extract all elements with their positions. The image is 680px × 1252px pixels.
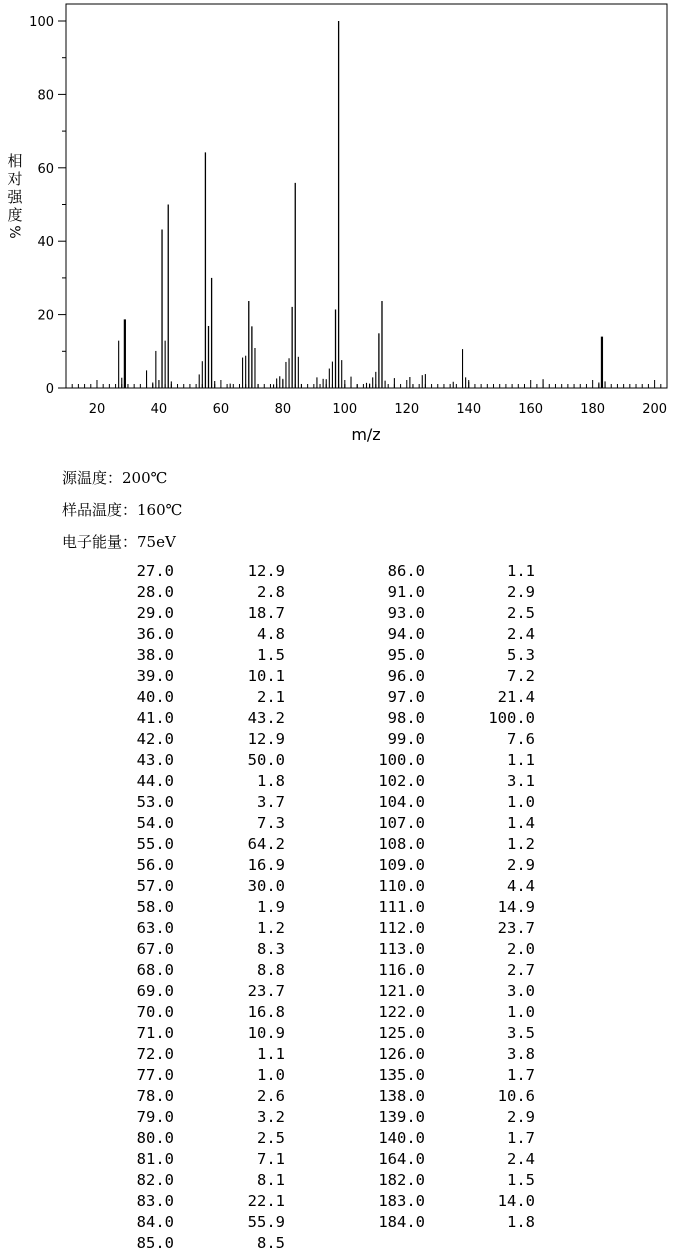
y-axis-label-unit: % (6, 225, 22, 239)
intensity-cell: 10.6 (497, 1087, 535, 1105)
mz-cell: 43.0 (136, 751, 174, 769)
intensity-cell: 3.5 (507, 1024, 535, 1042)
mz-cell: 138.0 (378, 1087, 425, 1105)
intensity-cell: 1.5 (507, 1171, 535, 1189)
mz-cell: 107.0 (378, 814, 425, 832)
electron-energy-label: 电子能量： (62, 533, 138, 551)
mz-cell: 125.0 (378, 1024, 425, 1042)
intensity-cell: 1.2 (507, 835, 535, 853)
intensity-cell: 1.8 (257, 772, 285, 790)
mz-cell: 122.0 (378, 1003, 425, 1021)
sample-temperature-value: 160℃ (137, 501, 183, 519)
intensity-cell: 1.7 (507, 1066, 535, 1084)
intensity-cell: 2.0 (507, 940, 535, 958)
mz-cell: 72.0 (136, 1045, 174, 1063)
mz-cell: 111.0 (378, 898, 425, 916)
intensity-cell: 64.2 (247, 835, 285, 853)
intensity-cell: 2.9 (507, 583, 535, 601)
intensity-cell: 3.1 (507, 772, 535, 790)
mz-cell: 36.0 (136, 625, 174, 643)
intensity-cell: 1.8 (507, 1213, 535, 1231)
intensity-cell: 1.9 (257, 898, 285, 916)
intensity-cell: 1.1 (257, 1045, 285, 1063)
mz-cell: 121.0 (378, 982, 425, 1000)
mz-cell: 84.0 (136, 1213, 174, 1231)
mz-cell: 77.0 (136, 1066, 174, 1084)
mz-cell: 93.0 (387, 604, 425, 622)
y-tick-label: 0 (45, 382, 54, 397)
intensity-cell: 10.1 (247, 667, 285, 685)
intensity-cell: 2.1 (257, 688, 285, 706)
intensity-cell: 2.8 (257, 583, 285, 601)
mz-cell: 44.0 (136, 772, 174, 790)
mz-cell: 126.0 (378, 1045, 425, 1063)
intensity-cell: 43.2 (247, 709, 285, 727)
mz-cell: 68.0 (136, 961, 174, 979)
electron-energy (62, 531, 176, 552)
y-axis-label-char: 强 (7, 188, 23, 206)
mz-cell: 53.0 (136, 793, 174, 811)
x-tick-label: 200 (642, 402, 668, 417)
x-tick-label: 60 (212, 402, 230, 417)
intensity-cell: 1.1 (507, 751, 535, 769)
intensity-cell: 1.1 (507, 562, 535, 580)
mz-cell: 164.0 (378, 1150, 425, 1168)
mz-cell: 102.0 (378, 772, 425, 790)
source-temperature-value: 200℃ (122, 469, 168, 487)
intensity-cell: 2.6 (257, 1087, 285, 1105)
mz-cell: 56.0 (136, 856, 174, 874)
y-tick-label: 80 (37, 88, 54, 104)
mz-cell: 97.0 (387, 688, 425, 706)
source-temperature-label: 源温度： (62, 469, 123, 487)
x-tick-label: 100 (332, 402, 358, 417)
intensity-cell: 50.0 (247, 751, 285, 769)
intensity-cell: 4.4 (507, 877, 535, 895)
intensity-cell: 2.5 (507, 604, 535, 622)
intensity-cell: 23.7 (497, 919, 535, 937)
intensity-cell: 8.1 (257, 1171, 285, 1189)
intensity-cell: 8.8 (257, 961, 285, 979)
intensity-cell: 3.0 (507, 982, 535, 1000)
mz-cell: 98.0 (387, 709, 425, 727)
intensity-cell: 14.9 (497, 898, 535, 916)
mz-cell: 38.0 (136, 646, 174, 664)
intensity-cell: 21.4 (497, 688, 535, 706)
y-axis-label (6, 152, 23, 239)
y-axis-label-char: 对 (7, 170, 23, 188)
mz-cell: 55.0 (136, 835, 174, 853)
mz-cell: 94.0 (387, 625, 425, 643)
source-temperature (62, 467, 167, 488)
x-tick-label: 20 (88, 402, 106, 417)
intensity-cell: 12.9 (247, 730, 285, 748)
mz-cell: 78.0 (136, 1087, 174, 1105)
intensity-cell: 2.9 (507, 856, 535, 874)
mz-cell: 70.0 (136, 1003, 174, 1021)
mz-cell: 39.0 (136, 667, 174, 685)
mz-cell: 80.0 (136, 1129, 174, 1147)
mz-cell: 67.0 (136, 940, 174, 958)
sample-temperature (62, 499, 182, 520)
intensity-cell: 3.8 (507, 1045, 535, 1063)
intensity-cell: 1.4 (507, 814, 535, 832)
mass-spectrum-chart (0, 0, 680, 450)
y-axis-label-char: 相 (7, 152, 23, 170)
mz-cell: 69.0 (136, 982, 174, 1000)
y-tick-label: 100 (29, 15, 54, 30)
mz-cell: 112.0 (378, 919, 425, 937)
intensity-cell: 2.7 (507, 961, 535, 979)
intensity-cell: 12.9 (247, 562, 285, 580)
x-tick-label: 180 (580, 402, 606, 417)
intensity-cell: 3.7 (257, 793, 285, 811)
mz-cell: 27.0 (136, 562, 174, 580)
intensity-cell: 14.0 (497, 1192, 535, 1210)
intensity-cell: 1.7 (507, 1129, 535, 1147)
mz-cell: 113.0 (378, 940, 425, 958)
mz-cell: 140.0 (378, 1129, 425, 1147)
mz-cell: 71.0 (136, 1024, 174, 1042)
electron-energy-value: 75eV (137, 533, 176, 551)
intensity-cell: 55.9 (247, 1213, 285, 1231)
mz-cell: 85.0 (136, 1234, 174, 1252)
mz-cell: 40.0 (136, 688, 174, 706)
mz-cell: 99.0 (387, 730, 425, 748)
spectrum-bars (119, 21, 605, 388)
mz-cell: 63.0 (136, 919, 174, 937)
intensity-cell: 7.1 (257, 1150, 285, 1168)
mz-cell: 54.0 (136, 814, 174, 832)
intensity-cell: 1.0 (507, 1003, 535, 1021)
mz-cell: 116.0 (378, 961, 425, 979)
mz-cell: 100.0 (378, 751, 425, 769)
intensity-cell: 7.6 (507, 730, 535, 748)
intensity-cell: 2.5 (257, 1129, 285, 1147)
x-axis-label: m/z (351, 425, 381, 444)
y-axis (29, 15, 66, 397)
mz-cell: 42.0 (136, 730, 174, 748)
mz-cell: 81.0 (136, 1150, 174, 1168)
intensity-cell: 5.3 (507, 646, 535, 664)
mz-cell: 135.0 (378, 1066, 425, 1084)
intensity-cell: 4.8 (257, 625, 285, 643)
intensity-cell: 30.0 (247, 877, 285, 895)
x-tick-label: 160 (518, 402, 544, 417)
intensity-cell: 8.3 (257, 940, 285, 958)
y-tick-label: 20 (37, 308, 54, 324)
y-tick-label: 40 (37, 235, 54, 251)
plot-frame (66, 4, 667, 388)
intensity-cell: 18.7 (247, 604, 285, 622)
intensity-cell: 22.1 (247, 1192, 285, 1210)
mz-cell: 82.0 (136, 1171, 174, 1189)
mz-cell: 104.0 (378, 793, 425, 811)
sample-temperature-label: 样品温度： (62, 501, 138, 519)
mz-cell: 139.0 (378, 1108, 425, 1126)
mz-cell: 28.0 (136, 583, 174, 601)
intensity-cell: 23.7 (247, 982, 285, 1000)
x-tick-label: 140 (456, 402, 482, 417)
mz-cell: 110.0 (378, 877, 425, 895)
intensity-cell: 1.2 (257, 919, 285, 937)
mz-cell: 57.0 (136, 877, 174, 895)
intensity-cell: 2.4 (507, 1150, 535, 1168)
intensity-cell: 16.8 (247, 1003, 285, 1021)
intensity-cell: 3.2 (257, 1108, 285, 1126)
intensity-cell: 10.9 (247, 1024, 285, 1042)
x-tick-label: 40 (150, 402, 168, 417)
intensity-cell: 1.5 (257, 646, 285, 664)
y-axis-label-char: 度 (7, 206, 23, 224)
mz-cell: 86.0 (387, 562, 425, 580)
x-tick-label: 120 (394, 402, 420, 417)
intensity-cell: 1.0 (507, 793, 535, 811)
intensity-cell: 1.0 (257, 1066, 285, 1084)
mz-cell: 79.0 (136, 1108, 174, 1126)
mz-cell: 58.0 (136, 898, 174, 916)
mz-cell: 41.0 (136, 709, 174, 727)
y-tick-label: 60 (37, 161, 54, 177)
mz-cell: 108.0 (378, 835, 425, 853)
mz-cell: 29.0 (136, 604, 174, 622)
mz-cell: 182.0 (378, 1171, 425, 1189)
intensity-cell: 7.2 (507, 667, 535, 685)
intensity-cell: 7.3 (257, 814, 285, 832)
intensity-cell: 100.0 (488, 709, 535, 727)
mz-cell: 183.0 (378, 1192, 425, 1210)
intensity-cell: 2.4 (507, 625, 535, 643)
mz-cell: 184.0 (378, 1213, 425, 1231)
intensity-cell: 8.5 (257, 1234, 285, 1252)
mz-cell: 83.0 (136, 1192, 174, 1210)
mz-cell: 96.0 (387, 667, 425, 685)
x-tick-label: 80 (274, 402, 292, 417)
mz-cell: 91.0 (387, 583, 425, 601)
intensity-cell: 2.9 (507, 1108, 535, 1126)
mz-cell: 95.0 (387, 646, 425, 664)
mz-cell: 109.0 (378, 856, 425, 874)
intensity-cell: 16.9 (247, 856, 285, 874)
